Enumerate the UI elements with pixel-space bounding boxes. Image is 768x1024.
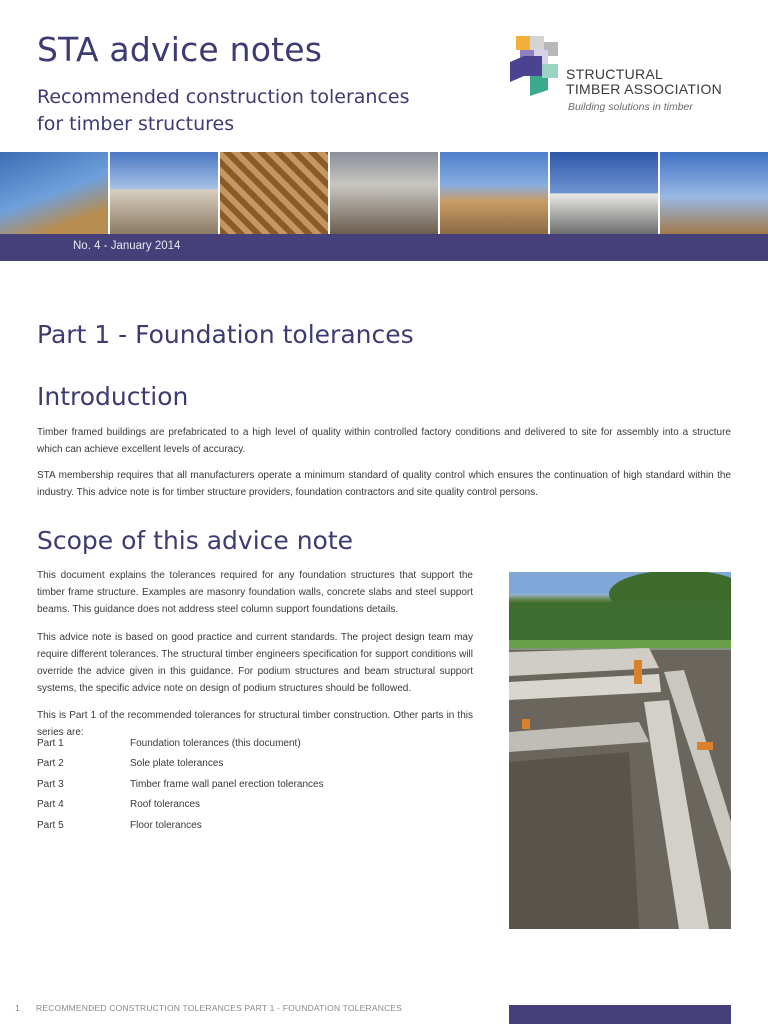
issue-banner xyxy=(0,234,768,261)
part-description: Floor tolerances xyxy=(130,819,202,831)
foundation-site-photo xyxy=(509,572,731,929)
introduction-heading: Introduction xyxy=(37,382,189,411)
list-item xyxy=(37,734,477,754)
header-photo-frame-construction xyxy=(440,152,548,234)
foundation-walls-illustration xyxy=(509,572,731,929)
part-number: Part 4 xyxy=(37,799,64,811)
part-heading: Part 1 - Foundation tolerances xyxy=(37,320,414,349)
list-item xyxy=(37,816,477,836)
header-photo-strip xyxy=(0,152,768,234)
part-number: Part 5 xyxy=(37,819,64,831)
running-footer: RECOMMENDED CONSTRUCTION TOLERANCES PART 1 - FOUNDATION TOLERANCES xyxy=(36,1003,403,1013)
logo-text-line-2: TIMBER ASSOCIATION xyxy=(566,81,723,97)
part-number: Part 2 xyxy=(37,758,64,770)
part-description: Sole plate tolerances xyxy=(130,758,224,770)
list-item xyxy=(37,754,477,774)
part-description: Foundation tolerances (this document) xyxy=(130,738,301,749)
introduction-paragraph-2: STA membership requires that all manufacturers operate a minimum standard of quality control which ensures the continuation of high standard within the industry. This advice note is for timber structure providers, foundation contractors and site quality control persons. xyxy=(37,470,731,498)
list-item xyxy=(37,795,477,815)
sta-logo-mark-icon xyxy=(508,34,572,98)
logo-text-line-1: STRUCTURAL xyxy=(566,66,664,82)
header-photo-timber-frame xyxy=(0,152,108,234)
part-number: Part 1 xyxy=(37,738,64,749)
scope-paragraph-2: This advice note is based on good practice and current standards. The project design team may require different tolerances. The structural timber engineers specification for support conditions will override the advice given in this guidance. For podium structures and beam structural support systems, the specific advice note on design of podium structures should be followed. xyxy=(37,632,473,694)
part-description: Roof tolerances xyxy=(130,799,201,811)
header-photo-curved-roof xyxy=(330,152,438,234)
list-item xyxy=(37,775,477,795)
header-photo-townhouses xyxy=(110,152,218,234)
introduction-paragraph-1: Timber framed buildings are prefabricated to a high level of quality within controlled factory conditions and delivered to site for assembly into a structure which can achieve excellent levels of accuracy. xyxy=(37,427,731,455)
header-photo-crane-lift xyxy=(660,152,768,234)
logo-tagline: Building solutions in timber xyxy=(568,101,693,113)
header-photo-modern-building xyxy=(550,152,658,234)
part-number: Part 3 xyxy=(37,778,64,790)
part-description: Timber frame wall panel erection tolerances xyxy=(130,778,324,790)
parts-list xyxy=(37,734,477,836)
sta-logo xyxy=(508,34,748,114)
footer-accent-bar xyxy=(509,1005,731,1024)
issue-label: No. 4 - January 2014 xyxy=(73,240,181,252)
subtitle-line-1: Recommended construction tolerances xyxy=(37,86,410,108)
scope-heading: Scope of this advice note xyxy=(37,526,354,555)
document-subtitle xyxy=(37,84,457,138)
page-number: 1 xyxy=(15,1003,20,1013)
document-title: STA advice notes xyxy=(37,30,323,69)
scope-paragraph-1: This document explains the tolerances required for any foundation structures that support the timber frame structure. Examples are masonry foundation walls, concrete slabs and steel support beams. This guidance does not address steel column support foundations details. xyxy=(37,570,473,615)
subtitle-line-2: for timber structures xyxy=(37,113,235,135)
scope-paragraph-3: This is Part 1 of the recommended tolerances for structural timber construction. Other parts in this series are: xyxy=(37,710,473,738)
header-photo-timber-roof xyxy=(220,152,328,234)
